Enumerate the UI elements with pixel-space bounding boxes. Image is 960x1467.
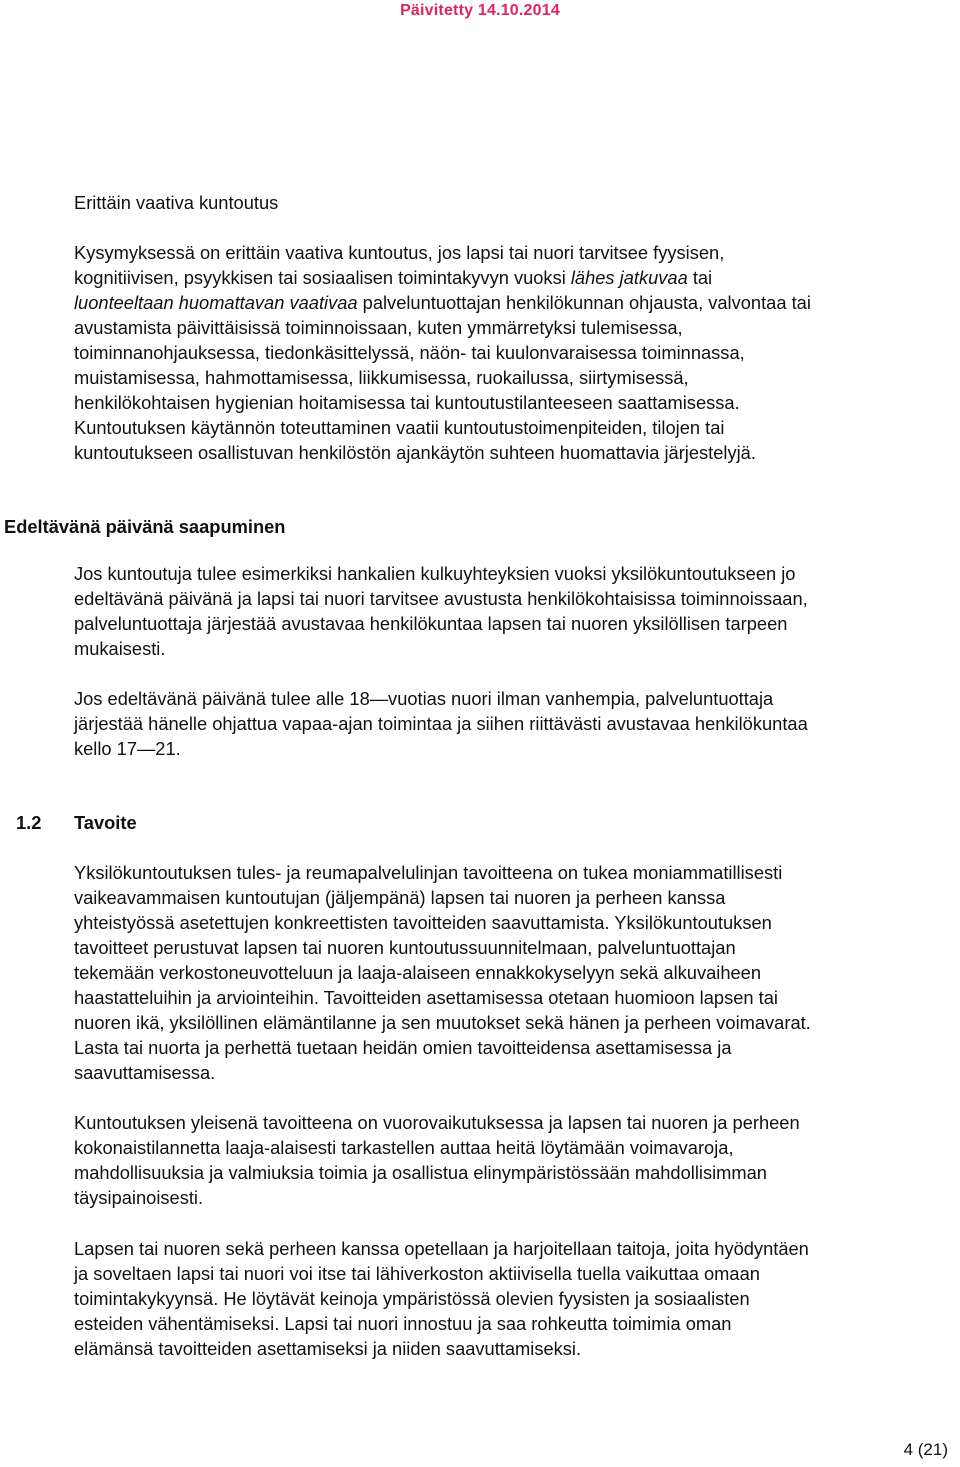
paragraph-line: kokonaistilannetta laaja-alaisesti tarkastellen auttaa heitä löytämään voimavaroja, xyxy=(74,1137,734,1158)
paragraph-line: nuoren ikä, yksilöllinen elämäntilanne ja sen muutokset sekä hänen ja perheen voimavarat. xyxy=(74,1012,811,1033)
section-number: 1.2 xyxy=(16,812,42,833)
paragraph-line: mukaisesti. xyxy=(74,638,166,659)
emphasis-text: luonteeltaan huomattavan vaativaa xyxy=(74,292,358,313)
text-run: palveluntuottajan henkilökunnan ohjausta, valvontaa tai xyxy=(357,292,811,313)
section-title-very-demanding xyxy=(74,190,960,215)
paragraph-very-demanding xyxy=(74,240,960,465)
paragraph-line: vaikeavammaisen kuntoutujan (jäljempänä) lapsen tai nuoren ja perheen kanssa xyxy=(74,887,726,908)
paragraph-goal-1 xyxy=(74,860,960,1085)
paragraph-line: tavoitteet perustuvat lapsen tai nuoren kuntoutussuunnitelmaan, palveluntuottajan xyxy=(74,937,736,958)
paragraph-line: Lasta tai nuorta ja perhettä tuetaan heidän omien tavoitteidensa asettamisessa ja xyxy=(74,1037,732,1058)
paragraph-line: järjestää hänelle ohjattua vapaa-ajan toimintaa ja siihen riittävästi avustavaa henkilökuntaa xyxy=(74,713,808,734)
paragraph-line: kello 17—21. xyxy=(74,738,181,759)
paragraph-line: Jos edeltävänä päivänä tulee alle 18—vuotias nuori ilman vanhempia, palveluntuottaja xyxy=(74,688,774,709)
paragraph-line: Jos kuntoutuja tulee esimerkiksi hankalien kulkuyhteyksien vuoksi yksilökuntoutukseen jo xyxy=(74,563,796,584)
paragraph-line: esteiden vähentämiseksi. Lapsi tai nuori innostuu ja saa rohkeutta toimimia oman xyxy=(74,1313,732,1334)
paragraph-line: henkilökohtaisen hygienian hoitamisessa tai kuntoutustilanteeseen saattamisessa. xyxy=(74,392,740,413)
paragraph-line: Yksilökuntoutuksen tules- ja reumapalvelulinjan tavoitteena on tukea moniammatillisesti xyxy=(74,862,783,883)
paragraph-line: elämänsä tavoitteiden asettamiseksi ja niiden saavuttamiseksi. xyxy=(74,1338,582,1359)
paragraph-line: edeltävänä päivänä ja lapsi tai nuori tarvitsee avustusta henkilökohtaisissa toiminnoissaan, xyxy=(74,588,808,609)
emphasis-text: lähes jatkuvaa xyxy=(570,267,688,288)
paragraph-line: muistamisessa, hahmottamisessa, liikkumisessa, ruokailussa, siirtymisessä, xyxy=(74,367,689,388)
paragraph-arrival-2 xyxy=(74,686,960,761)
paragraph-line: mahdollisuuksia ja valmiuksia toimia ja osallistua elinympäristössään mahdollisimman xyxy=(74,1162,767,1183)
paragraph-goal-3 xyxy=(74,1236,960,1361)
page-number: 4 (21) xyxy=(903,1440,948,1459)
section-title: Erittäin vaativa kuntoutus xyxy=(74,192,279,213)
updated-date-header: Päivitetty 14.10.2014 xyxy=(400,2,560,19)
paragraph-line: avustamista päivittäisissä toiminnoissaan, kuten ymmärretyksi tulemisessa, xyxy=(74,317,683,338)
paragraph-line: yhteistyössä asetettujen konkreettisten tavoitteiden saavuttamista. Yksilökuntoutuksen xyxy=(74,912,772,933)
paragraph-line: Kuntoutuksen käytännön toteuttaminen vaatii kuntoutustoimenpiteiden, tilojen tai xyxy=(74,417,725,438)
paragraph-line: Lapsen tai nuoren sekä perheen kanssa opetellaan ja harjoitellaan taitoja, joita hyödyntäen xyxy=(74,1238,809,1259)
paragraph-line: saavuttamisessa. xyxy=(74,1062,216,1083)
text-run: tai xyxy=(687,267,713,288)
paragraph-line xyxy=(74,290,960,315)
paragraph-line: palveluntuottaja järjestää avustavaa henkilökuntaa lapsen tai nuoren yksilöllisen tarpeen xyxy=(74,613,788,634)
paragraph-line: ja soveltaen lapsi tai nuori voi itse tai lähiverkoston aktiivisella tuella vaikuttaa omaan xyxy=(74,1263,760,1284)
paragraph-arrival-1 xyxy=(74,561,960,661)
section-heading-arrival: Edeltävänä päivänä saapuminen xyxy=(4,516,286,537)
paragraph-goal-2 xyxy=(74,1110,960,1210)
paragraph-line: kuntoutukseen osallistuvan henkilöstön ajankäytön suhteen huomattavia järjestelyjä. xyxy=(74,442,756,463)
section-heading-goal: Tavoite xyxy=(74,812,137,833)
paragraph-line: Kysymyksessä on erittäin vaativa kuntoutus, jos lapsi tai nuori tarvitsee fyysisen, xyxy=(74,242,725,263)
paragraph-line xyxy=(74,265,960,290)
text-run: kognitiivisen, psyykkisen tai sosiaalisen toimintakyvyn vuoksi xyxy=(74,267,571,288)
paragraph-line: toiminnanohjauksessa, tiedonkäsittelyssä, näön- tai kuulonvaraisessa toiminnassa, xyxy=(74,342,745,363)
paragraph-line: toimintakykyynsä. He löytävät keinoja ympäristössä olevien fyysisten ja sosiaalisten xyxy=(74,1288,750,1309)
paragraph-line: tekemään verkostoneuvotteluun ja laaja-alaiseen ennakkokyselyyn sekä alkuvaiheen xyxy=(74,962,761,983)
paragraph-line: haastatteluihin ja arviointeihin. Tavoitteiden asettamisessa otetaan huomioon lapsen tai xyxy=(74,987,778,1008)
paragraph-line: Kuntoutuksen yleisenä tavoitteena on vuorovaikutuksessa ja lapsen tai nuoren ja perheen xyxy=(74,1112,800,1133)
paragraph-line: täysipainoisesti. xyxy=(74,1187,204,1208)
